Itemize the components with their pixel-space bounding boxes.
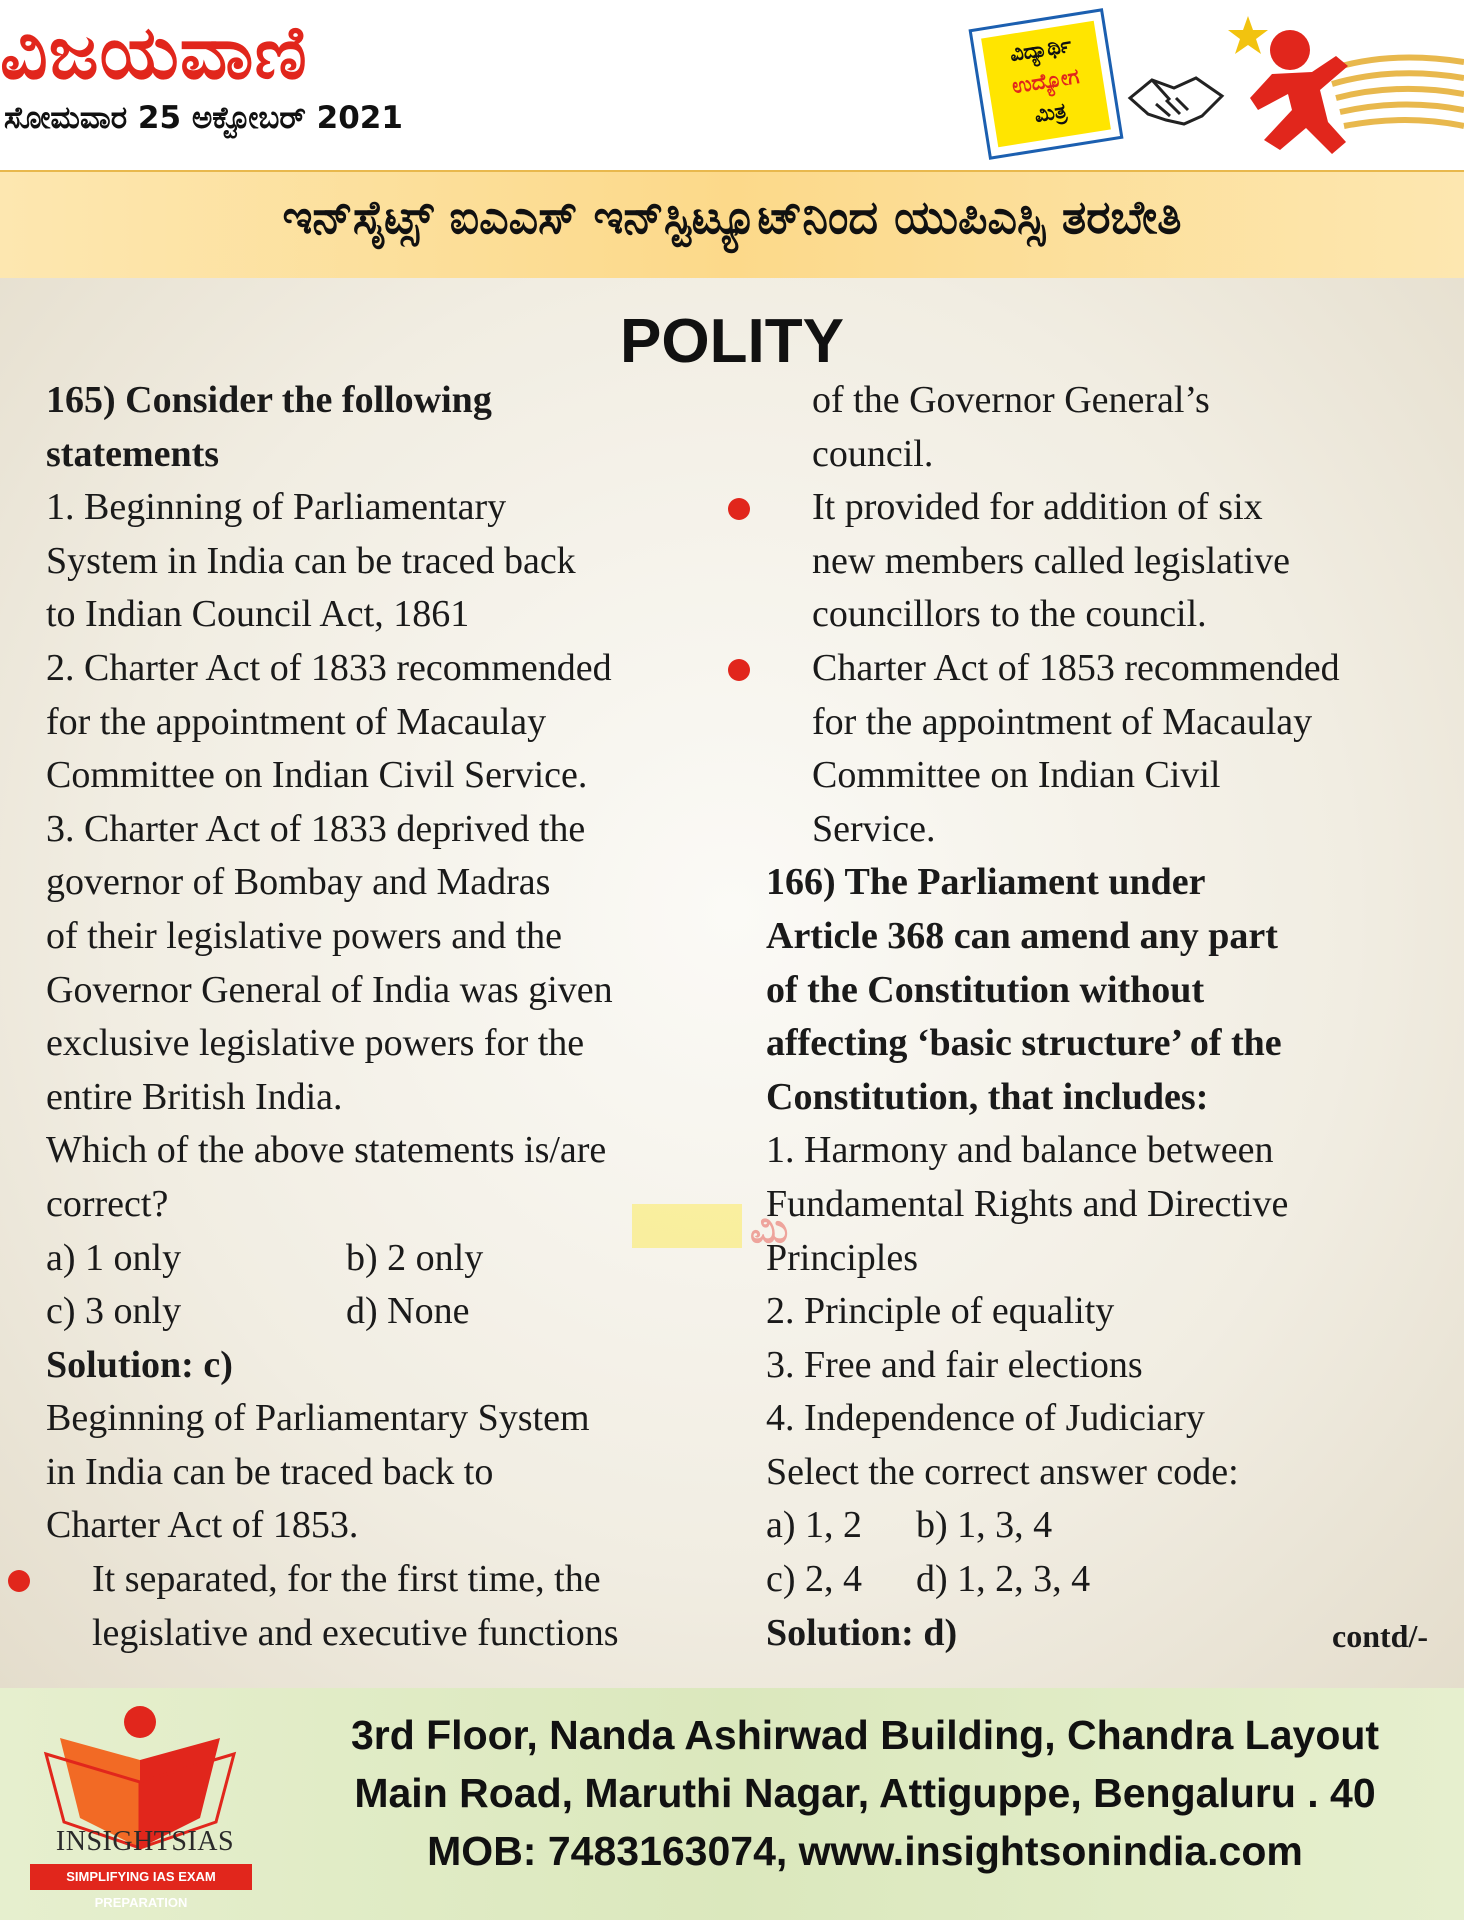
text-line: 4. Independence of Judiciary <box>766 1397 1205 1440</box>
vidyarthi-mitra-badge <box>969 8 1124 160</box>
text-line: of their legislative powers and the <box>46 914 563 957</box>
continued-marker: contd/- <box>1332 1618 1428 1654</box>
text-line: exclusive legislative powers for the <box>46 1022 585 1065</box>
text-line: 1. Beginning of Parliamentary <box>46 486 507 529</box>
text-line: 3. Free and fair elections <box>766 1343 1143 1386</box>
text-line: 1. Harmony and balance between <box>766 1129 1274 1172</box>
text-line: council. <box>812 432 934 475</box>
option-a: a) 1 only <box>46 1236 182 1279</box>
text-line: 2. Principle of equality <box>766 1290 1115 1333</box>
svg-text:ಮಿ: ಮಿ <box>750 1206 789 1252</box>
option-c: c) 3 only <box>46 1290 182 1333</box>
answer-options-row <box>766 1553 1446 1607</box>
text-line: Governor General of India was given <box>46 968 613 1011</box>
text-line: new members called legislative <box>812 539 1290 582</box>
text-line: Service. <box>812 807 936 850</box>
question-heading: 165) Consider the following <box>46 379 492 421</box>
watermark-logo-icon <box>632 1196 842 1256</box>
logo-tagline: SIMPLIFYING IAS EXAM PREPARATION <box>30 1864 252 1890</box>
text-line: Select the correct answer code: <box>766 1450 1239 1493</box>
question-heading: Article 368 can amend any part <box>766 914 1278 957</box>
question-heading: Constitution, that includes: <box>766 1075 1209 1118</box>
address-line-2: Main Road, Maruthi Nagar, Attiguppe, Bengaluru . 40 <box>354 1770 1376 1816</box>
bullet-point: It separated, for the first time, the <box>46 1553 706 1607</box>
badge-line-3: ಮಿತ್ರ <box>1032 98 1069 128</box>
text-line: legislative and executive functions <box>92 1611 619 1654</box>
text-line: Charter Act of 1853. <box>46 1504 359 1547</box>
title-band-text: ಇನ್‌ಸೈಟ್ಸ್ ಐಎಎಸ್ ಇನ್‌ಸ್ಟಿಟ್ಯೂಟ್‌ನಿಂದ ಯುಪಿಎಸ್ಸಿ ತರಬೇತಿ <box>282 190 1182 244</box>
text-line: in India can be traced back to <box>46 1450 494 1493</box>
answer-options-row <box>46 1285 706 1339</box>
section-title: POLITY <box>620 307 844 376</box>
option-a: a) 1, 2 <box>766 1504 863 1547</box>
text-line: governor of Bombay and Madras <box>46 861 551 904</box>
answer-options-row <box>46 1232 706 1286</box>
answer-options-row <box>766 1499 1446 1553</box>
logo-wordmark: INSIGHTSIAS <box>55 1826 235 1857</box>
badge-line-2: ಉದ್ಯೋಗ <box>1010 63 1081 99</box>
address-line-1: 3rd Floor, Nanda Ashirwad Building, Chandra Layout <box>350 1712 1380 1758</box>
badge-line-1: ವಿದ್ಯಾರ್ಥಿ <box>1008 32 1073 67</box>
text-line: correct? <box>46 1182 169 1225</box>
text-line: councillors to the council. <box>812 593 1207 636</box>
newspaper-brand: ವಿಜಯವಾಣಿ <box>0 10 308 96</box>
footer <box>0 1688 1464 1920</box>
article-body <box>0 278 1464 1688</box>
issue-date: ಸೋಮವಾರ 25 ಅಕ್ಟೋಬರ್ 2021 <box>4 100 403 136</box>
option-c: c) 2, 4 <box>766 1558 863 1601</box>
text-line: Beginning of Parliamentary System <box>46 1397 590 1440</box>
question-heading: affecting ‘basic structure’ of the <box>766 1022 1282 1065</box>
left-column <box>46 374 706 1660</box>
option-b: b) 1, 3, 4 <box>916 1504 1053 1547</box>
solution-label: Solution: c) <box>46 1343 233 1386</box>
question-heading: statements <box>46 432 220 475</box>
question-heading: of the Constitution without <box>766 968 1205 1011</box>
text-line: to Indian Council Act, 1861 <box>46 593 470 636</box>
title-band <box>0 170 1464 280</box>
text-line: Committee on Indian Civil Service. <box>46 754 588 797</box>
text-line: Committee on Indian Civil <box>812 754 1221 797</box>
bullet-point: Charter Act of 1853 recommended <box>766 642 1446 696</box>
text-line: System in India can be traced back <box>46 539 576 582</box>
contact-line: MOB: 7483163074, www.insightsonindia.com <box>427 1828 1303 1874</box>
text-line: 2. Charter Act of 1833 recommended <box>46 646 612 689</box>
right-column <box>766 374 1446 1660</box>
text-line: entire British India. <box>46 1075 343 1118</box>
text-line: Which of the above statements is/are <box>46 1129 607 1172</box>
runner-logo-icon <box>1228 10 1464 160</box>
text-line: Fundamental Rights and Directive <box>766 1182 1289 1225</box>
solution-label: Solution: d) <box>766 1611 958 1654</box>
text-line: Principles <box>766 1236 918 1279</box>
option-b: b) 2 only <box>346 1236 484 1279</box>
text-line: of the Governor General’s <box>812 379 1210 421</box>
question-heading: 166) The Parliament under <box>766 861 1206 904</box>
text-line: for the appointment of Macaulay <box>812 700 1313 743</box>
option-d: d) None <box>346 1290 470 1333</box>
text-line: for the appointment of Macaulay <box>46 700 547 743</box>
masthead <box>0 0 1464 170</box>
text-line: 3. Charter Act of 1833 deprived the <box>46 807 586 850</box>
bullet-point: It provided for addition of six <box>766 481 1446 535</box>
option-d: d) 1, 2, 3, 4 <box>916 1558 1091 1601</box>
handshake-icon <box>1126 58 1226 138</box>
